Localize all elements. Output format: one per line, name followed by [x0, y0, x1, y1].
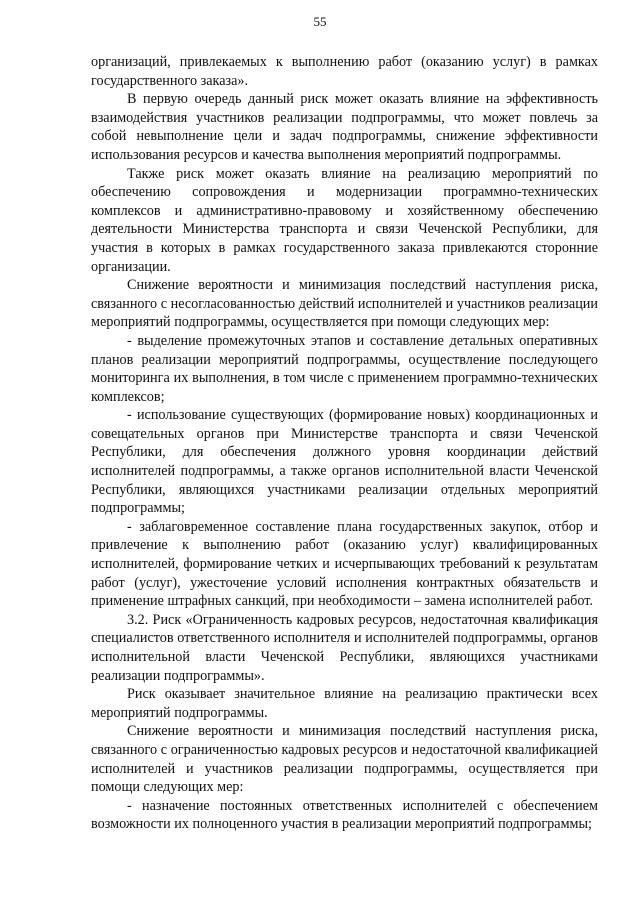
list-item: - выделение промежуточных этапов и составление детальных оперативных планов реализации мероприятий подпрограммы, осуществление последующего мониторинга их выполнения, в том числе с применением программно-технических комплексов; — [91, 332, 598, 405]
paragraph: В первую очередь данный риск может оказать влияние на эффективность взаимодействия участников реализации подпрограммы, что может повлечь за собой невыполнение цели и задач подпрограммы, снижение эффективности использования ресурсов и качества выполнения мероприятий подпрограммы. — [91, 91, 598, 163]
paragraph: Снижение вероятности и минимизация последствий наступления риска, связанного с несогласованностью действий исполнителей и участников реализации мероприятий подпрограммы, осуществляется при помощи следующих мер: — [91, 277, 598, 331]
paragraph-continuation: организаций, привлекаемых к выполнению работ (оказанию услуг) в рамках государственного заказа». — [91, 54, 598, 89]
list-item: - использование существующих (формирование новых) координационных и совещательных органов при Министерстве транспорта и связи Чеченской Республики, для обеспечения должного уровня координации действий исполнителей подпрограммы, а также органов исполнительной власти Чеченской Республики, являющихся участниками реализации отдельных мероприятий подпрограммы; — [91, 407, 598, 517]
paragraph: Снижение вероятности и минимизация последствий наступления риска, связанного с ограниченностью кадровых ресурсов и недостаточной квалификацией исполнителей и участников реализации подпрограммы, осуществляется при помощи следующих мер: — [91, 723, 598, 796]
section-heading-paragraph: 3.2. Риск «Ограниченность кадровых ресурсов, недостаточная квалификация специалистов ответственного исполнителя и исполнителей подпрограммы, органов исполнительной власти Чеченской Республики, являющихся участниками реализации подпрограммы». — [91, 611, 598, 684]
page-number: 55 — [313, 14, 327, 29]
list-item: - назначение постоянных ответственных исполнителей с обеспечением возможности их полноценного участия в реализации мероприятий подпрограммы; — [91, 797, 598, 833]
list-item: - заблаговременное составление плана государственных закупок, отбор и привлечение к выполнению работ (оказанию услуг) квалифицированных исполнителей, формирование четких и исчерпывающих требований к результатам работ (услуг), ужесточение условий исполнения контрактных обязательств и применение штрафных санкций, при необходимости – замена исполнителей работ. — [91, 518, 598, 610]
paragraph: Также риск может оказать влияние на реализацию мероприятий по обеспечению сопровождения и модернизации программно-технических комплексов и административно-правовому и хозяйственному обеспечению деятельности Министерства транспорта и связи Чеченской Республики, для участия в которых в рамках государственного заказа привлекаются сторонние организации. — [91, 165, 598, 275]
paragraph: Риск оказывает значительное влияние на реализацию практически всех мероприятий подпрограммы. — [91, 686, 598, 721]
body-text — [91, 53, 598, 834]
